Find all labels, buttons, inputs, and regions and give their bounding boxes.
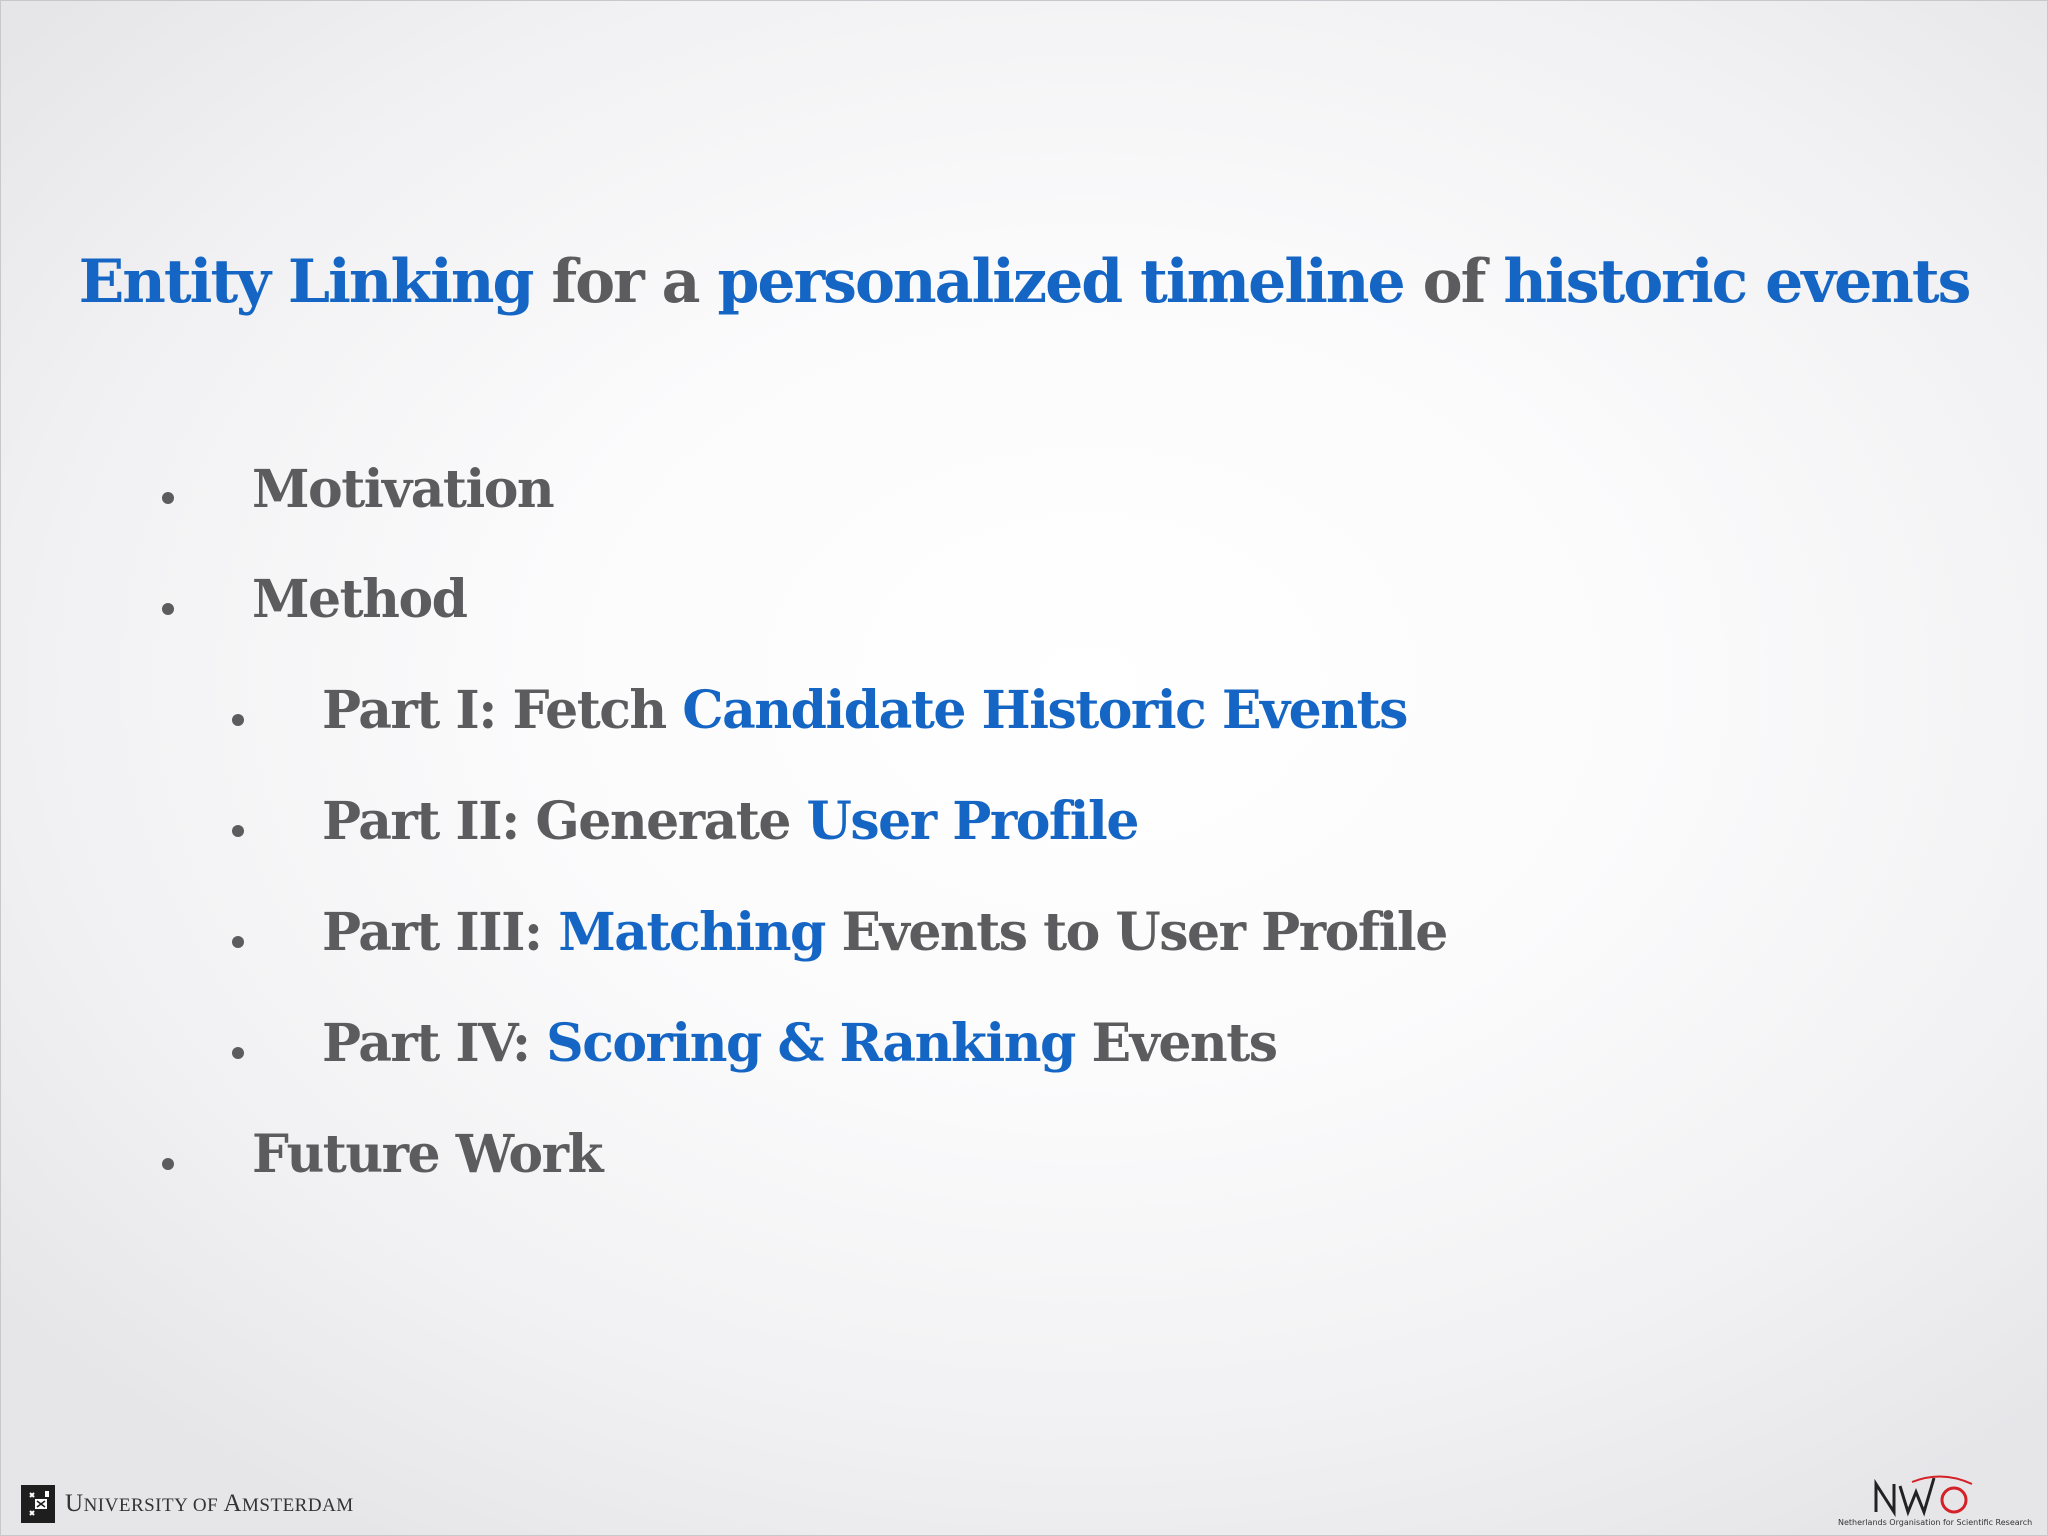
university-name-part: MSTERDAM (242, 1495, 354, 1516)
agenda-item-text (322, 666, 1407, 756)
uva-crest-icon (21, 1485, 55, 1523)
nwo-logo (1830, 1470, 2040, 1530)
title-part: for a (532, 247, 718, 318)
university-name-part: A (223, 1490, 242, 1517)
agenda-item-text (252, 445, 553, 535)
agenda-item-text (322, 888, 1447, 978)
nwo-logo-icon (1872, 1472, 2002, 1518)
agenda-text-part: Part IV: (322, 1013, 547, 1074)
university-name-part: NIVERSITY (83, 1495, 188, 1516)
bullet-icon (232, 1047, 244, 1059)
university-name-part: OF (187, 1495, 224, 1516)
agenda-text-part: Events to User Profile (824, 902, 1447, 963)
university-footer (21, 1484, 354, 1524)
agenda-text-part: Part I: Fetch (322, 680, 683, 741)
agenda-item-text (252, 555, 467, 645)
agenda-text-part: Motivation (252, 459, 554, 520)
agenda-text-part: Scoring & Ranking (546, 1013, 1075, 1074)
agenda-text-part: Matching (558, 902, 825, 963)
agenda-item-text (252, 1110, 602, 1200)
bullet-icon (232, 936, 244, 948)
title-part: historic events (1503, 247, 1970, 318)
agenda-text-part: Candidate Historic Events (682, 680, 1407, 741)
agenda-text-part: Part II: Generate (322, 791, 807, 852)
nwo-tagline: Netherlands Organisation for Scientific Research (1838, 1518, 2033, 1527)
title-part: personalized timeline (717, 247, 1404, 318)
agenda-text-part: Part III: (322, 902, 559, 963)
bullet-icon (232, 714, 244, 726)
agenda-item-text (322, 777, 1138, 867)
bullet-icon (162, 1158, 174, 1170)
agenda-item-text (322, 999, 1277, 1089)
title-part: of (1403, 247, 1504, 318)
bullet-icon (232, 825, 244, 837)
agenda-text-part: User Profile (806, 791, 1138, 852)
slide-title (0, 242, 2048, 322)
university-name-part: U (65, 1490, 84, 1517)
university-name (65, 1490, 354, 1518)
agenda-text-part: Future Work (252, 1124, 602, 1185)
agenda-text-part: Method (252, 569, 467, 630)
agenda-text-part: Events (1074, 1013, 1277, 1074)
bullet-icon (162, 603, 174, 615)
title-part: Entity Linking (78, 247, 533, 318)
bullet-icon (162, 492, 174, 504)
